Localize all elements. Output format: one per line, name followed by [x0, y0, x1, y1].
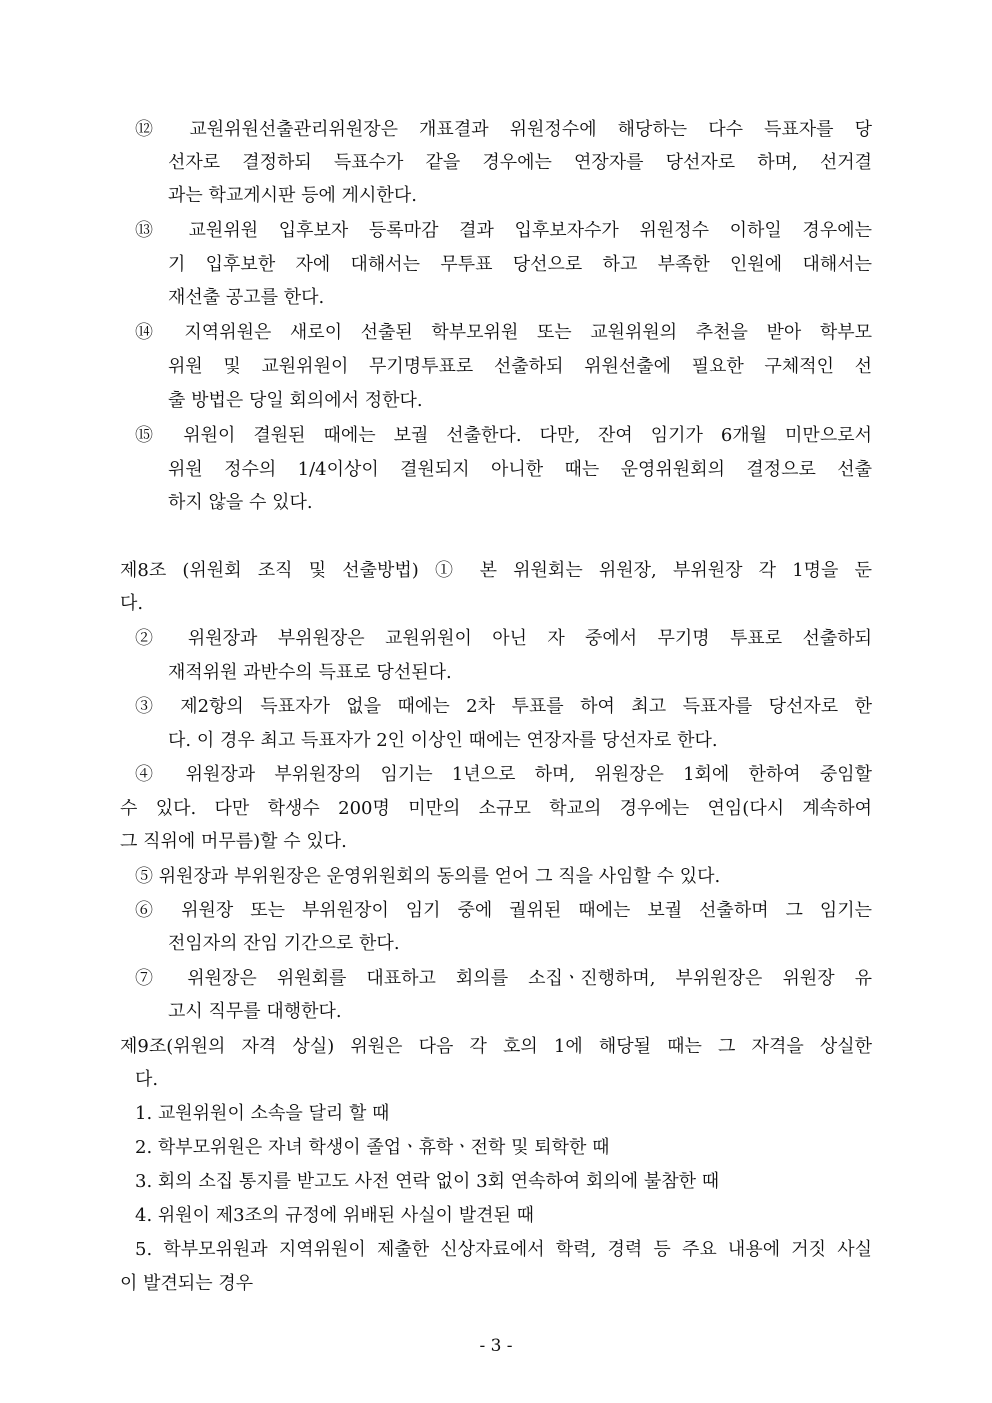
text-line: 출 방법은 당일 회의에서 정한다.	[168, 390, 423, 411]
list-item: 3. 회의 소집 통지를 받고도 사전 연락 없이 3회 연속하여 회의에 불참한 때	[135, 1171, 720, 1192]
text-line: 재선출 공고를 한다.	[168, 287, 325, 308]
text-line: 그 직위에 머무름)할 수 있다.	[120, 831, 347, 852]
text-line: 과는 학교게시판 등에 게시한다.	[168, 185, 417, 206]
text-line: 다.	[135, 1069, 159, 1090]
text-line: 고시 직무를 대행한다.	[168, 1001, 342, 1022]
list-item: 1. 교원위원이 소속을 달리 할 때	[135, 1103, 390, 1124]
page-number: - 3 -	[479, 1336, 513, 1356]
text-line: 선자로 결정하되 득표수가 같을 경우에는 연장자를 당선자로 하며, 선거결	[168, 152, 872, 173]
text-line: 기 입후보한 자에 대해서는 무투표 당선으로 하고 부족한 인원에 대해서는	[168, 254, 872, 275]
text-line: ② 위원장과 부위원장은 교원위원이 아닌 자 중에서 무기명 투표로 선출하되	[135, 628, 872, 649]
text-line: 전임자의 잔임 기간으로 한다.	[168, 933, 400, 954]
text-line: 수 있다. 다만 학생수 200명 미만의 소규모 학교의 경우에는 연임(다시 계속하여	[120, 798, 872, 819]
text-line: ⑬ 교원위원 입후보자 등록마감 결과 입후보자수가 위원정수 이하일 경우에는	[135, 220, 872, 241]
list-item: 2. 학부모위원은 자녀 학생이 졸업ㆍ휴학ㆍ전학 및 퇴학한 때	[135, 1137, 610, 1158]
text-line: ⑥ 위원장 또는 부위원장이 임기 중에 궐위된 때에는 보궐 선출하며 그 임기는	[135, 900, 872, 921]
text-line: ④ 위원장과 부위원장의 임기는 1년으로 하며, 위원장은 1회에 한하여 중임할	[135, 764, 872, 785]
article-heading: 제8조 (위원회 조직 및 선출방법) ① 본 위원회는 위원장, 부위원장 각 1명을 둔	[120, 560, 872, 581]
text-line: ⑮ 위원이 결원된 때에는 보궐 선출한다. 다만, 잔여 임기가 6개월 미만으로서	[135, 425, 872, 446]
text-line: 다. 이 경우 최고 득표자가 2인 이상인 때에는 연장자를 당선자로 한다.	[168, 730, 718, 751]
text-line: 위원 정수의 1/4이상이 결원되지 아니한 때는 운영위원회의 결정으로 선출	[168, 459, 872, 480]
text-line: ⑫ 교원위원선출관리위원장은 개표결과 위원정수에 해당하는 다수 득표자를 당	[135, 119, 872, 140]
text-line: 위원 및 교원위원이 무기명투표로 선출하되 위원선출에 필요한 구체적인 선	[168, 356, 872, 377]
text-line: 하지 않을 수 있다.	[168, 492, 313, 513]
text-line: ③ 제2항의 득표자가 없을 때에는 2차 투표를 하여 최고 득표자를 당선자로 한	[135, 696, 872, 717]
text-line: 다.	[120, 593, 144, 614]
text-line: 이 발견되는 경우	[120, 1273, 254, 1294]
text-line: ⑦ 위원장은 위원회를 대표하고 회의를 소집ㆍ진행하며, 부위원장은 위원장 유	[135, 968, 872, 989]
text-line: 재적위원 과반수의 득표로 당선된다.	[168, 662, 452, 683]
list-item: 5. 학부모위원과 지역위원이 제출한 신상자료에서 학력, 경력 등 주요 내용에 거짓 사실	[135, 1239, 872, 1260]
article-heading: 제9조(위원의 자격 상실) 위원은 다음 각 호의 1에 해당될 때는 그 자격을 상실한	[120, 1036, 872, 1057]
text-line: ⑭ 지역위원은 새로이 선출된 학부모위원 또는 교원위원의 추천을 받아 학부모	[135, 322, 872, 343]
text-line: ⑤ 위원장과 부위원장은 운영위원회의 동의를 얻어 그 직을 사임할 수 있다.	[135, 866, 721, 887]
list-item: 4. 위원이 제3조의 규정에 위배된 사실이 발견된 때	[135, 1205, 535, 1226]
